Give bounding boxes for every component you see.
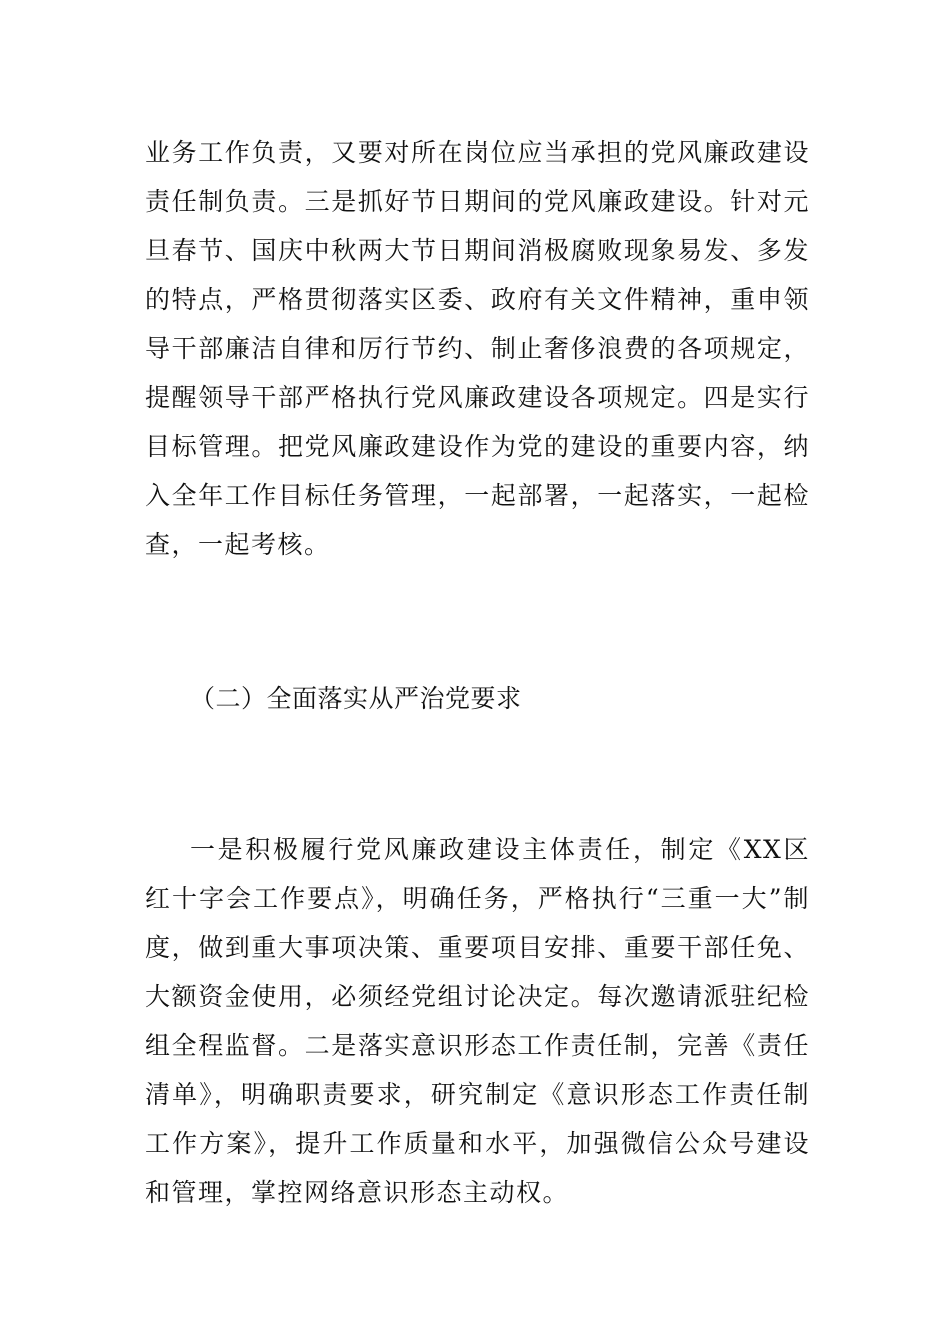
section-heading: （二）全面落实从严治党要求 bbox=[190, 684, 522, 713]
body-paragraph: 一是积极履行党风廉政建设主体责任，制定《XX区红十字会工作要点》，明确任务，严格执行“三重一大”制度，做到重大事项决策、重要项目安排、重要干部任免、大额资金使用，必须经党组讨论决定。每次邀请派驻纪检组全程监督。二是落实意识形态工作责任制，完善《责任清单》，明确职责要求，研究制定《意识形态工作责任制工作方案》，提升工作质量和水平，加强微信公众号建设和管理，掌控网络意识形态主动权。 bbox=[145, 835, 810, 1207]
body-paragraph: 业务工作负责，又要对所在岗位应当承担的党风廉政建设责任制负责。三是抓好节日期间的党风廉政建设。针对元旦春节、国庆中秋两大节日期间消极腐败现象易发、多发的特点，严格贯彻落实区委、政府有关文件精神，重申领导干部廉洁自律和厉行节约、制止奢侈浪费的各项规定，提醒领导干部严格执行党风廉政建设各项规定。四是实行目标管理。把党风廉政建设作为党的建设的重要内容，纳入全年工作目标任务管理，一起部署，一起落实，一起检查，一起考核。 bbox=[145, 138, 810, 559]
